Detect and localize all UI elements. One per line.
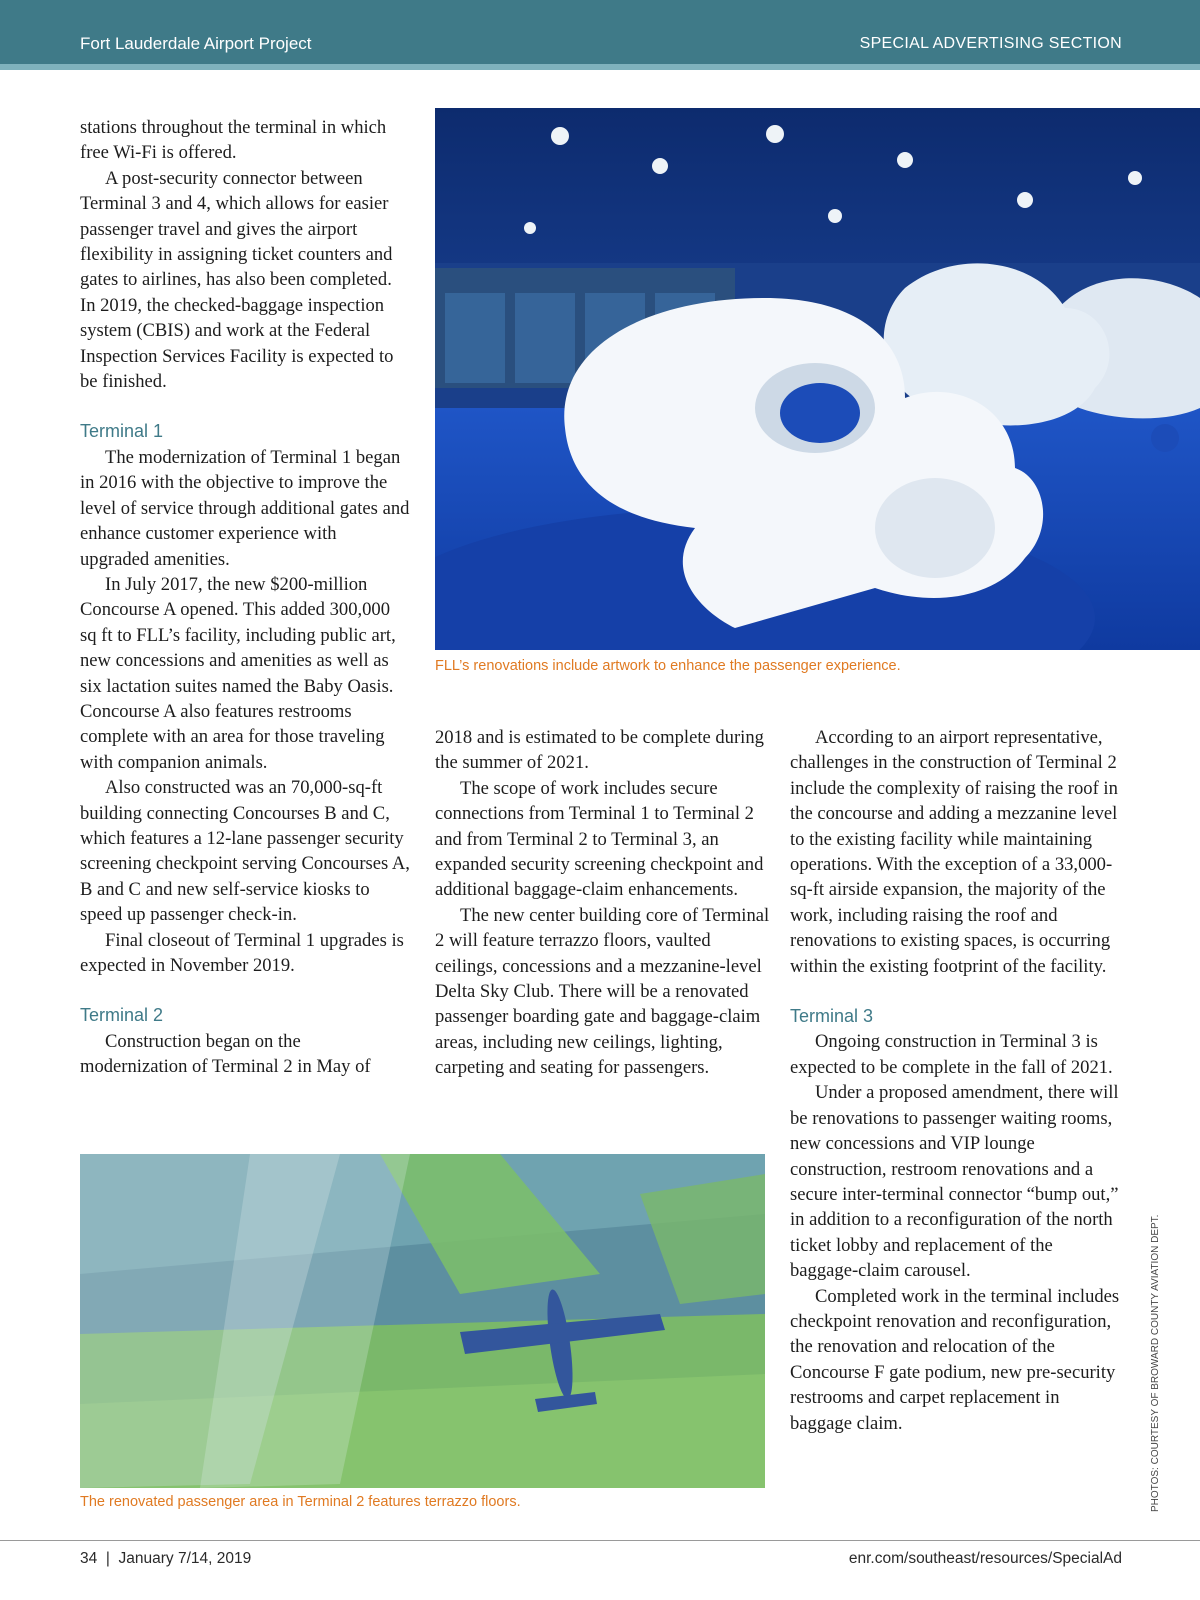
col2-paragraph-2: The scope of work includes secure connections from Terminal 1 to Terminal 2 and from Terminal 2 to Terminal 3, an expanded security screening checkpoint and additional baggage-claim enhancements. xyxy=(435,777,764,901)
footer-rule xyxy=(0,1540,1200,1541)
col3-paragraph-1: According to an airport representative, challenges in the construction of Terminal 2 include the complexity of raising the roof in the concourse and adding a mezzanine level to the existing facility while maintaining operations. With the exception of a 33,000-sq-ft airside expansion, the majority of the work, including raising the roof and renovations to existing spaces, is occurring within the existing footprint of the facility. xyxy=(790,727,1118,977)
col1-paragraph-7: Construction began on the modernization of Terminal 2 in May of xyxy=(80,1030,371,1078)
heading-terminal-1: Terminal 1 xyxy=(80,421,164,442)
photo-credit: PHOTOS: COURTESY OF BROWARD COUNTY AVIATION DEPT. xyxy=(1150,1214,1161,1512)
column-2 xyxy=(435,725,770,1081)
col1-paragraph-1: stations throughout the terminal in which free Wi-Fi is offered. xyxy=(80,117,387,164)
col2-paragraph-3: The new center building core of Terminal 2 will feature terrazzo floors, vaulted ceilings, concessions and a mezzanine-level Delta Sky Club. There will be a renovated passenger boarding gate and baggage-claim areas, including new ceilings, lighting, carpeting and seating for passengers. xyxy=(435,904,770,1079)
col1-paragraph-6: Final closeout of Terminal 1 upgrades is expected in November 2019. xyxy=(80,929,404,976)
heading-terminal-3: Terminal 3 xyxy=(790,1006,874,1027)
page-header xyxy=(0,0,1200,64)
photo-cloud-artwork xyxy=(435,108,1200,650)
photo-terrazzo-floor xyxy=(80,1154,765,1488)
header-section-label: SPECIAL ADVERTISING SECTION xyxy=(859,35,1122,52)
col1-paragraph-3: The modernization of Terminal 1 began in 2016 with the objective to improve the level of service through additional gates and enhance customer experience with upgraded amenities. xyxy=(80,446,410,570)
column-1 xyxy=(80,115,410,1080)
col3-paragraph-2: Ongoing construction in Terminal 3 is expected to be complete in the fall of 2021. xyxy=(790,1031,1113,1078)
column-3 xyxy=(790,725,1125,1436)
footer-url: enr.com/southeast/resources/SpecialAd xyxy=(848,1550,1122,1567)
caption-top-photo: FLL’s renovations include artwork to enhance the passenger experience. xyxy=(435,658,901,674)
cloud-artwork-image xyxy=(435,108,1200,650)
header-stripe xyxy=(0,64,1200,70)
header-publication-title: Fort Lauderdale Airport Project xyxy=(80,34,312,53)
col1-paragraph-2: A post-security connector between Terminal 3 and 4, which allows for easier passenger travel and gives the airport flexibility in assigning ticket counters and gates to airlines, has also been completed. In 2019, the checked-baggage inspection system (CBIS) and work at the Federal Inspection Services Facility is expected to be finished. xyxy=(80,167,394,393)
col1-paragraph-5: Also constructed was an 70,000-sq-ft building connecting Concourses B and C, which features a 12-lane passenger security screening checkpoint serving Concourses A, B and C and new self-service kiosks to speed up passenger check-in. xyxy=(80,777,410,926)
terrazzo-floor-image xyxy=(80,1154,765,1488)
heading-terminal-2: Terminal 2 xyxy=(80,1005,164,1026)
caption-bottom-photo: The renovated passenger area in Terminal 2 features terrazzo floors. xyxy=(80,1494,521,1510)
col1-paragraph-4: In July 2017, the new $200-million Concourse A opened. This added 300,000 sq ft to FLL’s facility, including public art, new concessions and amenities as well as six lactation suites named the Baby Oasis. Concourse A also features restrooms complete with an area for those traveling with companion animals. xyxy=(80,573,396,773)
col3-paragraph-3: Under a proposed amendment, there will be renovations to passenger waiting rooms, new concessions and VIP lounge construction, restroom renovations and a secure inter-terminal connector “bump out,” in addition to a reconfiguration of the north ticket lobby and replacement of the baggage-claim carousel. xyxy=(790,1082,1119,1282)
footer-page-date: 34 | January 7/14, 2019 xyxy=(80,1550,252,1567)
col2-paragraph-1: 2018 and is estimated to be complete during the summer of 2021. xyxy=(435,727,764,774)
col3-paragraph-4: Completed work in the terminal includes checkpoint renovation and reconfiguration, the renovation and relocation of the Concourse F gate podium, new pre-security restrooms and carpet replacement in baggage claim. xyxy=(790,1285,1120,1434)
